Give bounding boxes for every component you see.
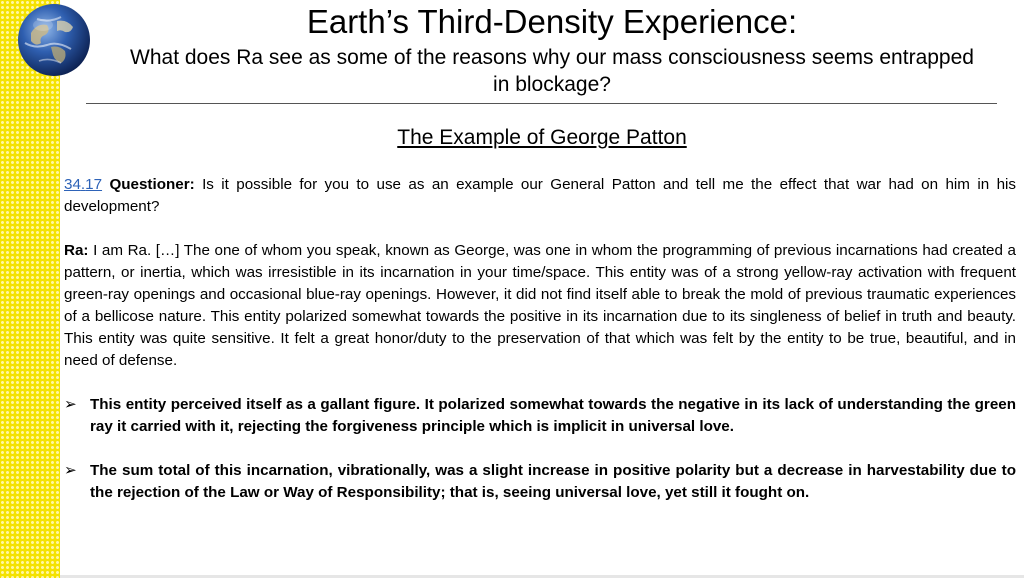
arrow-bullet-icon: ➢ <box>64 462 77 479</box>
answer-text: I am Ra. […] The one of whom you speak, known as George, was one in whom the programming of previous incarnations had created a pattern, or inertia, which was irresistible in its incarnation in your time/space. This entity was of a strong yellow-ray activation with frequent green-ray openings and occasional blue-ray openings. However, it did not find itself able to break the mold of previous traumatic experiences of a bellicose nature. This entity polarized somewhat towards the positive in its incarnation due to its singleness of belief in truth and beauty. This entity was quite sensitive. It felt a great honor/duty to the preservation of that which was felt by the entity to be true, beautiful, and in need of defense. <box>64 242 1016 369</box>
arrow-bullet-icon: ➢ <box>64 396 77 413</box>
session-ref-number: 17 <box>85 176 103 193</box>
bullet-text: The sum total of this incarnation, vibrationally, was a slight increase in positive polarity but a decrease in harvestability due to the rejection of the Law or Way of Responsibility; that is, seeing universal love, yet still it fought on. <box>90 462 1016 501</box>
answer-paragraph <box>64 240 1016 372</box>
key-points-list <box>64 394 1016 504</box>
session-ref-separator: . <box>80 176 86 193</box>
session-ref-session: 34 <box>64 176 81 193</box>
title-divider <box>86 103 997 104</box>
section-heading <box>60 124 1024 152</box>
section-heading-text: The Example of George Patton <box>397 126 687 149</box>
list-item <box>64 394 1016 438</box>
decorative-side-strip <box>0 0 60 578</box>
ra-label: Ra: <box>64 242 89 259</box>
session-reference-link[interactable] <box>64 176 102 193</box>
question-paragraph <box>64 174 1016 218</box>
questioner-label: Questioner: <box>109 176 195 193</box>
list-item <box>64 460 1016 504</box>
session-excerpt <box>64 174 1016 526</box>
slide-subtitle: What does Ra see as some of the reasons why our mass consciousness seems entrapped in blockage? <box>130 46 974 96</box>
bullet-text: This entity perceived itself as a gallant figure. It polarized somewhat towards the negative in its lack of understanding the green ray it carried with it, rejecting the forgiveness principle which is implicit in universal love. <box>90 396 1016 435</box>
slide-title: Earth’s Third-Density Experience: <box>306 3 798 40</box>
question-text: Is it possible for you to use as an example our General Patton and tell me the effect that war had on him in his development? <box>64 176 1016 215</box>
